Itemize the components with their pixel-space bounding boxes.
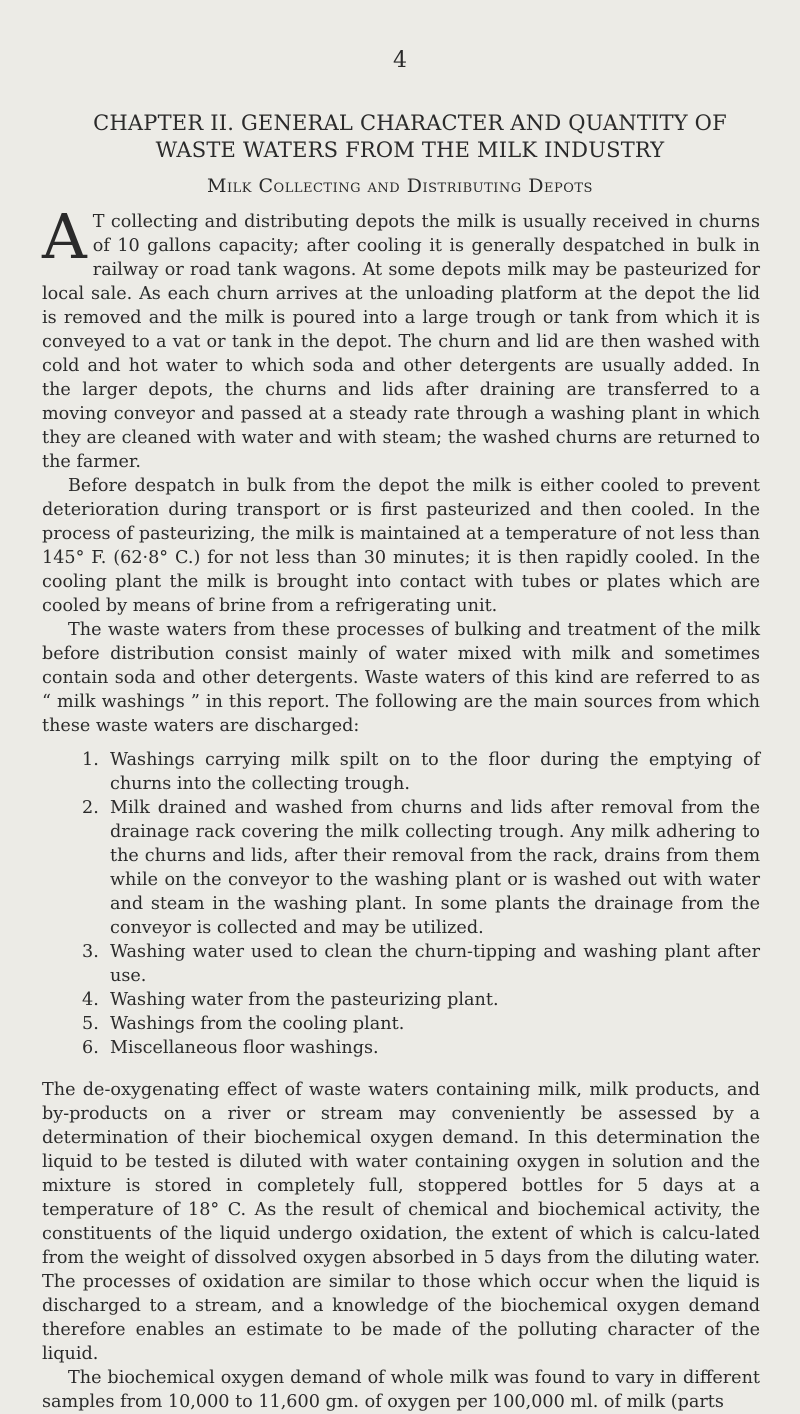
list-item-text: Washing water used to clean the churn-tipping and washing plant after use. (110, 942, 760, 986)
list-item (82, 1012, 760, 1036)
list-item (82, 988, 760, 1012)
list-item (82, 796, 760, 940)
list-item-number: 6. (82, 1038, 99, 1058)
paragraph-4: The de-oxygenating effect of waste waters containing milk, milk products, and by-products on a river or stream may conveniently be assessed by a determination of their biochemical oxygen demand. In this determination the liquid to be tested is diluted with water containing oxygen in solution and the mixture is stored in completely full, stoppered bottles for 5 days at a temperature of 18° C. As the result of chemical and biochemical activity, the constituents of the liquid undergo oxidation, the extent of which is calcu-lated from the weight of dissolved oxygen absorbed in 5 days from the diluting water. The processes of oxidation are similar to those which occur when the liquid is discharged to a stream, and a knowledge of the biochemical oxygen demand therefore enables an estimate to be made of the polluting character of the liquid. (42, 1080, 760, 1364)
body-text (42, 200, 760, 1414)
list-item-number: 3. (82, 942, 99, 962)
paragraph-1 (42, 200, 760, 474)
list-item-text: Miscellaneous floor washings. (110, 1038, 379, 1058)
sources-list (42, 748, 760, 1060)
list-item-number: 2. (82, 798, 99, 818)
paragraph-3: The waste waters from these processes of bulking and treatment of the milk before distribution consist mainly of water mixed with milk and sometimes contain soda and other detergents. Waste waters of this kind are referred to as “ milk washings ” in this report. The following are the main sources from which these waste waters are discharged: (42, 620, 760, 736)
list-item (82, 940, 760, 988)
paragraph-5: The biochemical oxygen demand of whole milk was found to vary in different samples from 10,000 to 11,600 gm. of oxygen per 100,000 ml. of milk (parts (42, 1368, 760, 1412)
list-item-text: Washings carrying milk spilt on to the floor during the emptying of churns into the collecting trough. (110, 750, 760, 794)
list-item-number: 1. (82, 750, 99, 770)
list-item (82, 748, 760, 796)
drop-cap: A (42, 200, 87, 273)
list-item-text: Milk drained and washed from churns and lids after removal from the drainage rack covering the milk collecting trough. Any milk adhering to the churns and lids, after their removal from the rack, drains from them while on the conveyor to the washing plant or is washed out with water and steam in the washing plant. In some plants the drainage from the conveyor is collected and may be utilized. (110, 798, 760, 938)
chapter-title: CHAPTER II. GENERAL CHARACTER AND QUANTITY OF WASTE WATERS FROM THE MILK INDUSTRY (93, 111, 727, 162)
list-item-text: Washings from the cooling plant. (110, 1014, 405, 1034)
list-item (82, 1036, 760, 1060)
list-item-number: 4. (82, 990, 99, 1010)
paragraph-1-text: T collecting and distributing depots the milk is usually received in churns of 10 gallons capacity; after cooling it is generally despatched in bulk in railway or road tank wagons. At some depots milk may be pasteurized for local sale. As each churn arrives at the unloading platform at the depot the lid is removed and the milk is poured into a large trough or tank from which it is conveyed to a vat or tank in the depot. The churn and lid are then washed with cold and hot water to which soda and other detergents are usually added. In the larger depots, the churns and lids after draining are transferred to a moving conveyor and passed at a steady rate through a washing plant in which they are cleaned with water and with steam; the washed churns are returned to the farmer. (42, 212, 760, 472)
list-item-number: 5. (82, 1014, 99, 1034)
page-number: 4 (393, 48, 407, 73)
section-heading: Milk Collecting and Distributing Depots (207, 175, 593, 197)
list-item-text: Washing water from the pasteurizing plant. (110, 990, 499, 1010)
paragraph-2: Before despatch in bulk from the depot the milk is either cooled to prevent deterioration during transport or is first pasteurized and then cooled. In the process of pasteurizing, the milk is maintained at a temperature of not less than 145° F. (62·8° C.) for not less than 30 minutes; it is then rapidly cooled. In the cooling plant the milk is brought into contact with tubes or plates which are cooled by means of brine from a refrigerating unit. (42, 476, 760, 616)
